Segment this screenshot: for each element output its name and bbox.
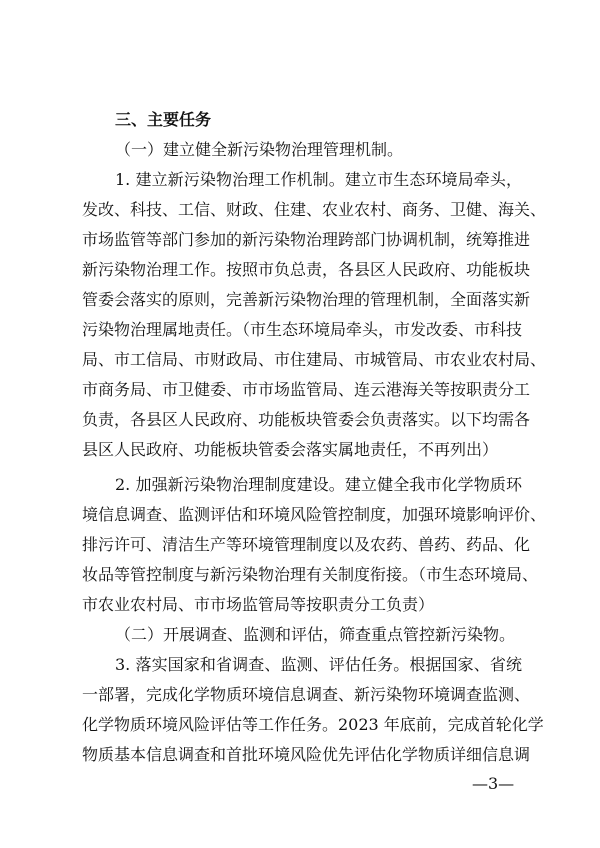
paragraph-1-line: 1. 建立新污染物治理工作机制。建立市生态环境局牵头， <box>115 170 522 189</box>
paragraph-2-line: 市农业农村局、市市场监管局等按职责分工负责） <box>82 595 435 614</box>
section-title: 三、主要任务 <box>115 110 212 129</box>
subsection-heading-2: （二）开展调查、监测和评估，筛查重点管控新污染物。 <box>115 625 516 644</box>
paragraph-3-line: 一部署，完成化学物质环境信息调查、新污染物环境调查监测、 <box>82 685 531 704</box>
subsection-heading-1: （一）建立健全新污染物治理管理机制。 <box>115 140 404 159</box>
paragraph-2-line: 境信息调查、监测评估和环境风险管控制度，加强环境影响评价、 <box>82 505 547 524</box>
paragraph-1-line: 发改、科技、工信、财政、住建、农业农村、商务、卫健、海关、 <box>82 200 547 219</box>
page-number: —3— <box>472 774 515 793</box>
paragraph-1-line: 局、市工信局、市财政局、市住建局、市城管局、市农业农村局、 <box>82 350 547 369</box>
paragraph-2-line: 排污许可、清洁生产等环境管理制度以及农药、兽药、药品、化 <box>82 535 531 554</box>
paragraph-1-line: 市场监管等部门参加的新污染物治理跨部门协调机制，统筹推进 <box>82 230 531 249</box>
paragraph-1-line: 管委会落实的原则，完善新污染物治理的管理机制，全面落实新 <box>82 290 531 309</box>
paragraph-3-line: 物质基本信息调查和首批环境风险优先评估化学物质详细信息调 <box>82 745 531 764</box>
paragraph-1-line: 负责，各县区人民政府、功能板块管委会负责落实。以下均需各 <box>82 410 531 429</box>
paragraph-3-line: 3. 落实国家和省调查、监测、评估任务。根据国家、省统 <box>115 655 522 674</box>
paragraph-3-line: 化学物质环境风险评估等工作任务。2023 年底前，完成首轮化学 <box>82 715 544 734</box>
paragraph-1-line: 市商务局、市卫健委、市市场监管局、连云港海关等按职责分工 <box>82 380 531 399</box>
paragraph-2-line: 2. 加强新污染物治理制度建设。建立健全我市化学物质环 <box>115 475 522 494</box>
paragraph-1-line: 污染物治理属地责任。（市生态环境局牵头，市发改委、市科技 <box>82 320 523 339</box>
paragraph-1-line: 县区人民政府、功能板块管委会落实属地责任，不再列出） <box>82 440 499 459</box>
paragraph-2-line: 妆品等管控制度与新污染物治理有关制度衔接。（市生态环境局、 <box>82 565 539 584</box>
paragraph-1-line: 新污染物治理工作。按照市负总责，各县区人民政府、功能板块 <box>82 260 531 279</box>
